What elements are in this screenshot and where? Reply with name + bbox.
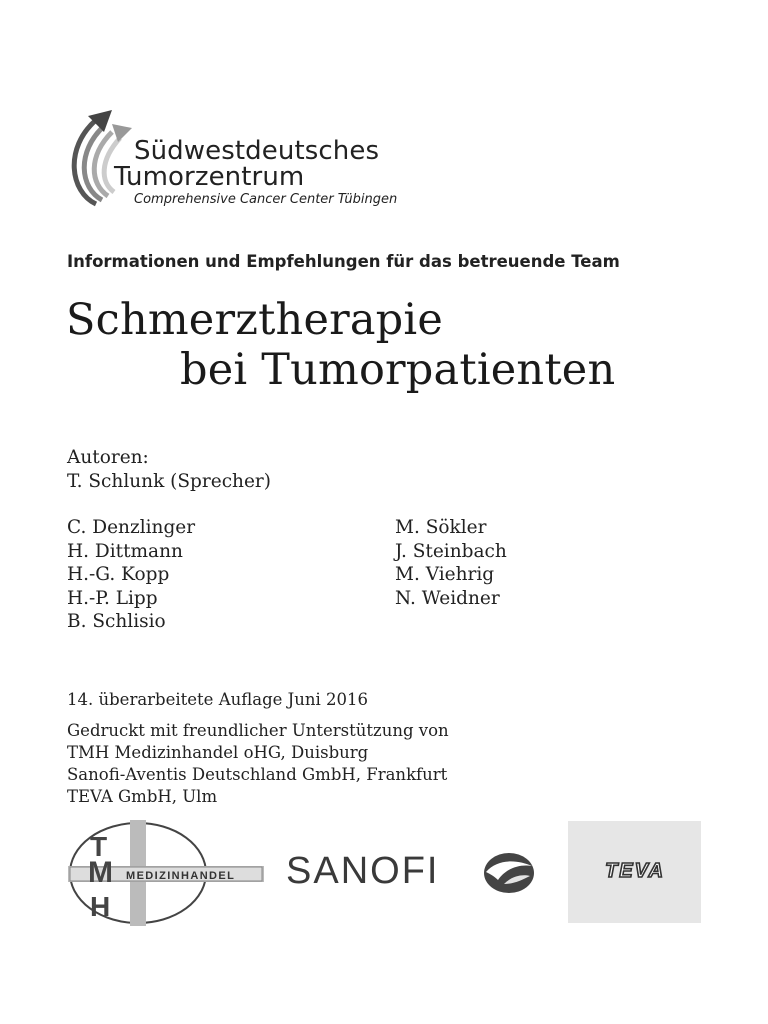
tumorzentrum-logo: [66, 108, 446, 213]
author-name: C. Denzlinger: [67, 517, 196, 538]
teva-wordmark: TEVA: [605, 859, 665, 882]
authors-left-column: [67, 516, 195, 634]
speaker-author: T. Schlunk (Sprecher): [67, 471, 271, 492]
tmh-wordmark: MEDIZINHANDEL: [126, 870, 236, 882]
sanofi-logo: [286, 846, 538, 902]
org-tagline: Comprehensive Cancer Center Tübingen: [134, 192, 398, 207]
support-block: [67, 720, 449, 808]
teva-logo: [568, 821, 701, 923]
tmh-letter: M: [88, 856, 113, 889]
sponsor-line: TMH Medizinhandel oHG, Duisburg: [67, 743, 369, 762]
sanofi-bird-icon: [482, 850, 536, 896]
support-intro: Gedruckt mit freundlicher Unterstützung von: [67, 721, 449, 740]
document-subtitle: Informationen und Empfehlungen für das betreuende Team: [67, 252, 620, 271]
authors-right-column: [395, 516, 507, 610]
author-name: M. Viehrig: [395, 564, 495, 586]
author-name: N. Weidner: [395, 587, 500, 609]
author-name: H.-G. Kopp: [67, 564, 170, 586]
tmh-letter: H: [90, 891, 111, 922]
author-name: H. Dittmann: [67, 540, 183, 562]
tmh-letter: T: [90, 831, 108, 862]
sponsor-line: Sanofi-Aventis Deutschland GmbH, Frankfurt: [67, 765, 448, 784]
edition-note: 14. überarbeitete Auflage Juni 2016: [67, 690, 369, 709]
sponsor-line: TEVA GmbH, Ulm: [67, 787, 218, 806]
tmh-logo: [68, 820, 264, 926]
author-name: B. Schlisio: [67, 611, 166, 633]
author-name: M. Sökler: [395, 517, 487, 538]
org-name-line2: Tumorzentrum: [114, 162, 305, 192]
authors-heading: Autoren:: [67, 447, 149, 468]
title-line1: Schmerztherapie: [66, 295, 444, 345]
org-name-line1: Südwestdeutsches: [134, 136, 380, 166]
sanofi-wordmark: SANOFI: [286, 850, 440, 892]
title-line2: bei Tumorpatienten: [180, 345, 616, 395]
author-name: J. Steinbach: [395, 540, 507, 562]
swoosh-arrow-icon: [66, 108, 136, 208]
author-name: H.-P. Lipp: [67, 587, 158, 609]
